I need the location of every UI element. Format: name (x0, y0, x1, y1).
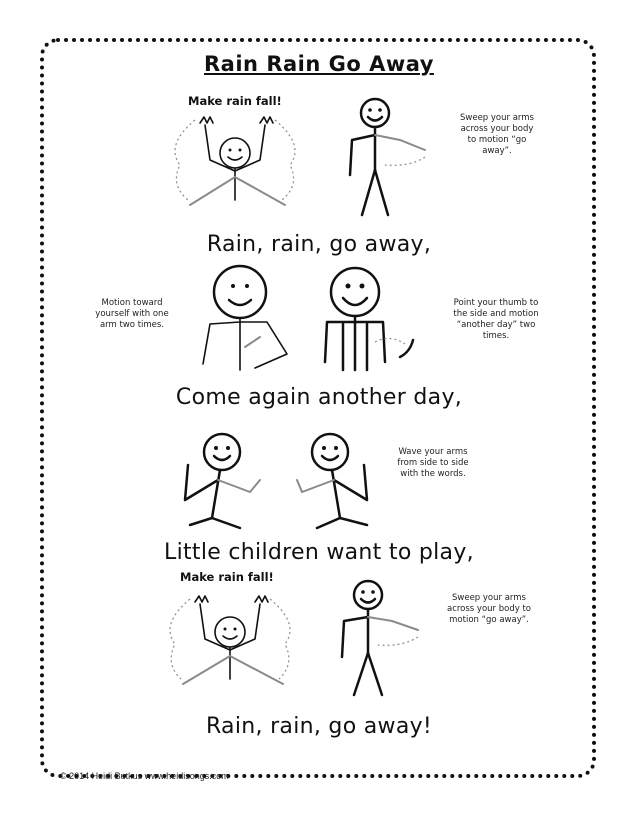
point-thumb-instruction: Point your thumb to the side and motion “another day” two times. (453, 298, 539, 341)
make-rain-fall-label-2: Make rain fall! (180, 570, 274, 584)
sweep-arms-stick-figure-2 (330, 575, 440, 700)
wave-arms-stick-figure-left (170, 430, 280, 530)
rain-fall-stick-figure-1 (160, 105, 310, 225)
sweep-arms-stick-figure-1 (340, 95, 450, 220)
point-thumb-stick-figure (315, 262, 430, 382)
wave-arms-instruction: Wave your arms from side to side with the words. (397, 447, 469, 479)
rain-fall-stick-figure-2 (155, 582, 305, 702)
motion-toward-stick-figure (195, 262, 305, 382)
copyright-footer: © 2014 Heidi Butkus www.heidisongs.com (60, 771, 229, 781)
sweep-arms-instruction-1: Sweep your arms across your body to motion “go away”. (460, 113, 534, 156)
lyric-line-3: Little children want to play, (164, 540, 474, 565)
make-rain-fall-label-1: Make rain fall! (188, 94, 282, 108)
page-title: Rain Rain Go Away (204, 52, 434, 76)
lyric-line-1: Rain, rain, go away, (206, 232, 432, 257)
sweep-arms-instruction-2: Sweep your arms across your body to motion “go away”. (446, 593, 532, 625)
lyric-line-2: Come again another day, (175, 385, 463, 410)
wave-arms-stick-figure-right (292, 430, 402, 530)
lyric-line-4: Rain, rain, go away! (205, 714, 433, 739)
motion-toward-instruction: Motion toward yourself with one arm two times. (95, 298, 169, 330)
